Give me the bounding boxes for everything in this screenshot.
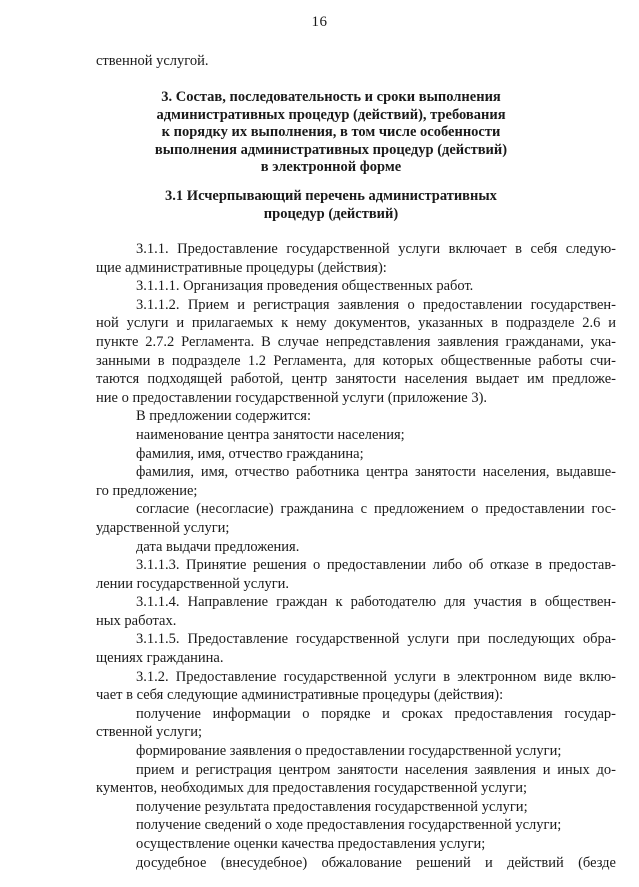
text-line: наименование центра занятости населения;: [136, 426, 405, 443]
text-line: осуществление оценки качества предоставления услуги;: [136, 836, 486, 852]
text-line: дата выдачи предложения.: [136, 538, 300, 555]
text-line: ственной услуги;: [96, 724, 203, 741]
subsection-title: [96, 188, 566, 223]
text-line: 3.1.1.5. Предоставление государственной услуги при последующих обра-: [136, 631, 616, 648]
section-title-line: 3. Состав, последовательность и сроки выполнения: [161, 89, 501, 105]
text-line: получение информации о порядке и сроках предоставления государ-: [136, 705, 616, 722]
subsection-title-line: процедур (действий): [263, 205, 399, 222]
text-line: чает в себя следующие административные процедуры (действия):: [96, 687, 504, 704]
text-line: ной услуги и прилагаемых к нему документов, указанных в подразделе 2.6 и: [96, 315, 616, 332]
section-title: [96, 89, 566, 177]
text-line: прием и регистрация центром занятости населения заявления и иных до-: [136, 761, 616, 778]
text-line: фамилия, имя, отчество гражданина;: [136, 445, 364, 462]
page-number: 16: [311, 14, 328, 30]
text-line: 3.1.1.1. Организация проведения общественных работ.: [136, 278, 474, 295]
text-line: 3.1.1. Предоставление государственной услуги включает в себя следую-: [136, 241, 616, 257]
text-line: фамилия, имя, отчество работника центра занятости населения, выдавше-: [136, 464, 616, 481]
section-title-line: к порядку их выполнения, в том числе особенности: [161, 124, 501, 140]
text-line: 3.1.1.3. Принятие решения о предоставлении либо об отказе в предостав-: [136, 557, 616, 574]
text-line: досудебное (внесудебное) обжалование решений и действий (безде: [136, 854, 616, 871]
text-line: 3.1.1.2. Прием и регистрация заявления о предоставлении государствен-: [136, 296, 616, 313]
section-title-line: административных процедур (действий), требования: [156, 106, 506, 123]
text-line: В предложении содержится:: [136, 408, 311, 425]
continuation-text: ственной услугой.: [96, 53, 209, 69]
text-line: ных работах.: [96, 612, 177, 629]
text-line: щие административные процедуры (действия):: [96, 259, 387, 276]
body-text: [96, 240, 616, 872]
text-line: согласие (несогласие) гражданина с предложением о предоставлении гос-: [136, 501, 616, 518]
section-title-line: выполнения административных процедур (действий): [154, 141, 508, 158]
text-line: получение результата предоставления государственной услуги;: [136, 798, 528, 815]
text-line: таются подходящей работой, центр занятости населения выдает им предложе-: [96, 371, 616, 388]
text-line: щениях гражданина.: [96, 650, 224, 667]
text-line: занными в подразделе 1.2 Регламента, для которых общественные работы счи-: [96, 352, 616, 369]
text-line: 3.1.2. Предоставление государственной услуги в электронном виде вклю-: [136, 668, 616, 685]
text-line: ударственной услуги;: [96, 519, 230, 536]
text-line: пункте 2.7.2 Регламента. В случае непредставления заявления гражданами, ука-: [96, 333, 616, 350]
text-line: кументов, необходимых для предоставления государственной услуги;: [96, 780, 528, 797]
text-line: получение сведений о ходе предоставления государственной услуги;: [136, 817, 562, 834]
text-line: лении государственной услуги.: [96, 575, 290, 592]
section-title-line: в электронной форме: [260, 159, 402, 175]
text-line: 3.1.1.4. Направление граждан к работодателю для участия в обществен-: [136, 594, 616, 611]
text-line: го предложение;: [96, 482, 198, 499]
text-line: формирование заявления о предоставлении государственной услуги;: [136, 743, 562, 760]
text-line: ние о предоставлении государственной услуги (приложение 3).: [96, 389, 488, 406]
subsection-title-line: 3.1 Исчерпывающий перечень административных: [165, 188, 497, 204]
